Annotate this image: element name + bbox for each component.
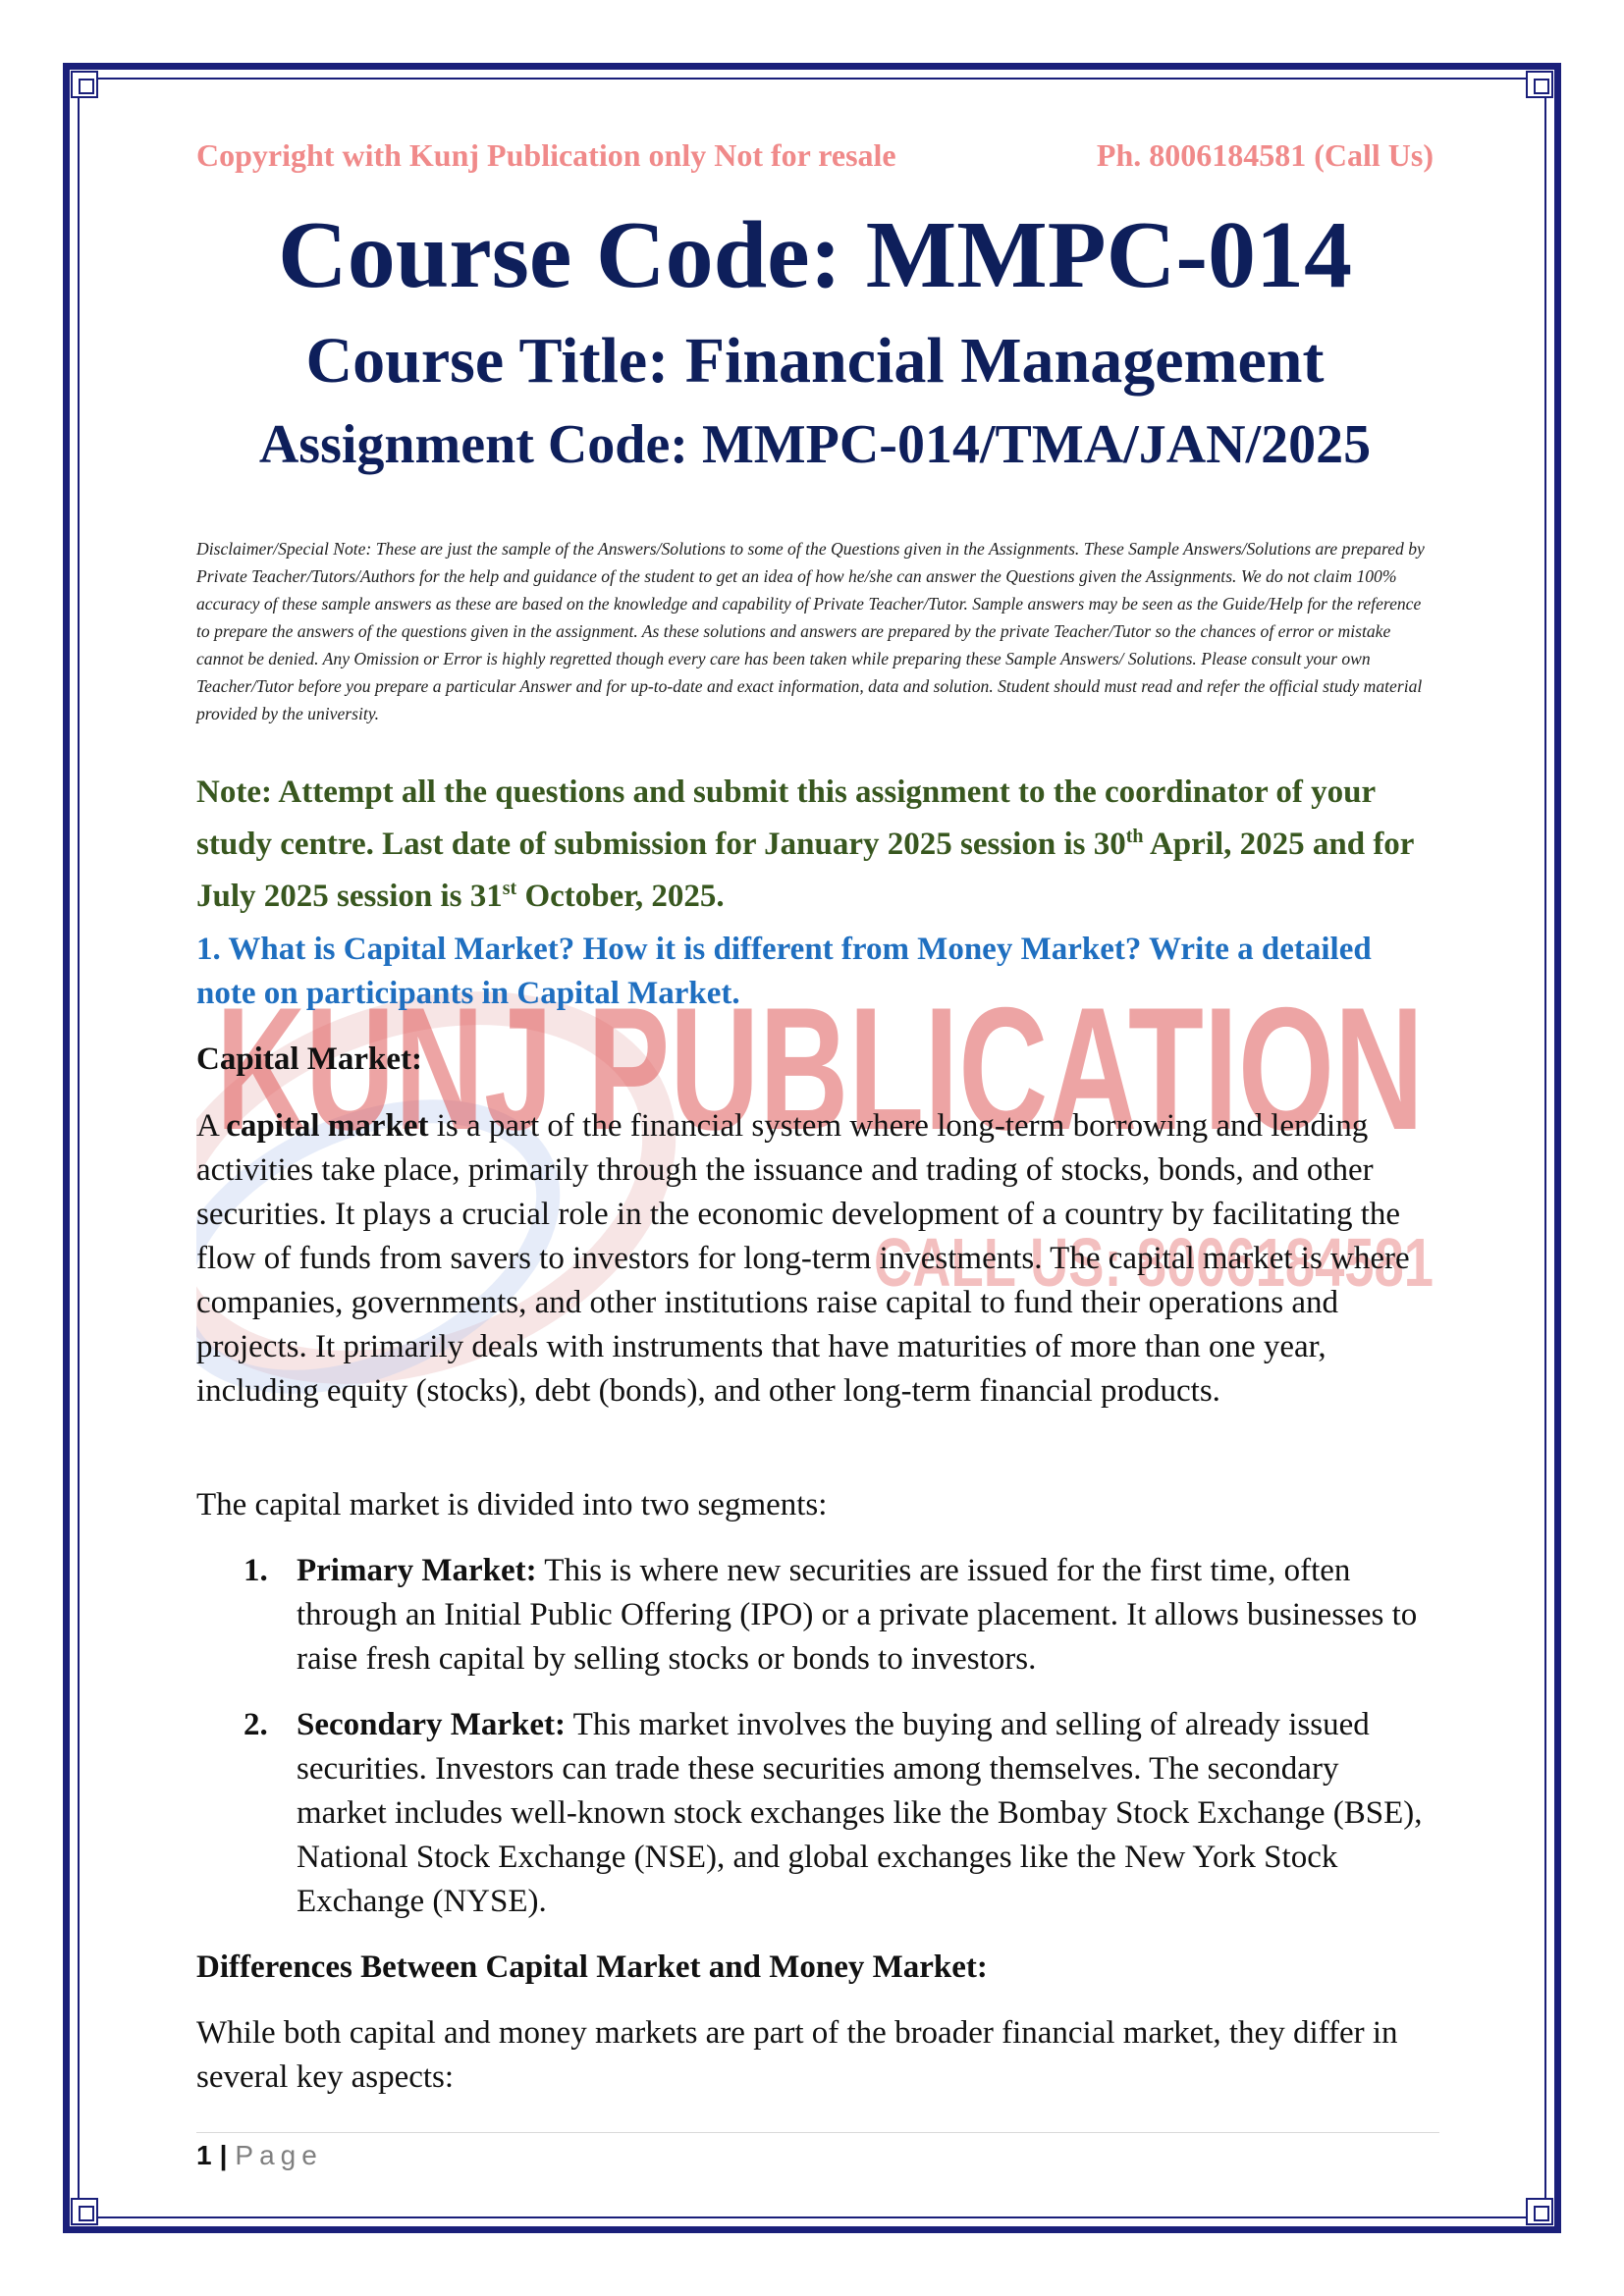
phone-text: Ph. 8006184581 (Call Us) [1096,137,1434,173]
page-word: Page [235,2140,323,2170]
note-part-3: October, 2025. [516,879,725,914]
segments-intro: The capital market is divided into two segments: [196,1487,828,1522]
differences-heading: Differences Between Capital Market and Money Market: [196,1949,988,1985]
list-item-number: 1. [244,1553,268,1588]
border-corner-top-left [71,71,98,98]
differences-text: While both capital and money markets are part of the broader financial market, they differ in several key aspects: [196,2015,1398,2095]
note-part-2: April, 2025 and for July 2025 session is 31 [196,827,1414,914]
border-corner-bottom-right [1526,2198,1553,2225]
disclaimer-text: Disclaimer/Special Note: These are just the sample of the Answers/Solutions to some of the Questions given in the Assignments. These Sample Answers/Solutions are prepared by Private Teacher/Tutors/Authors for the help and guidance of the student to get an idea of how he/she can answer the Questions given the Assignments. We do not claim 100% accuracy of these sample answers as these are based on the knowledge and capability of Private Teacher/Tutor. Sample answers may be seen as the Guide/Help for the reference to prepare the answers of the questions given in the assignment. As these solutions and answers are prepared by the private Teacher/Tutor so the chances of error or mistake cannot be denied. Any Omission or Error is highly regretted though every care has been taken while preparing these Sample Answers/ Solutions. Please consult your own Teacher/Tutor before you prepare a particular Answer and for up-to-date and exact information, data and solution. Student should must read and refer the official study material provided by the university. [196,539,1425,723]
footer-divider [196,2132,1439,2133]
list-item [244,1703,1434,1924]
border-corner-top-right [1526,71,1553,98]
page-number: 1 [196,2140,212,2170]
course-title: Course Title: Financial Management [305,325,1325,397]
list-item-text: This is where new securities are issued for the first time, often through an Initial Public Offering (IPO) or a private placement. It allows businesses to raise fresh capital by selling stocks or bonds to investors. [297,1553,1418,1677]
svg-text:CALL US: 8006184581: CALL US: 8006184581 [874,1224,1434,1301]
note-sup-2: st [502,878,517,899]
course-code-title: Course Code: MMPC-014 [277,202,1353,308]
assignment-code-title: Assignment Code: MMPC-014/TMA/JAN/2025 [258,414,1372,475]
capital-market-heading: Capital Market: [196,1041,423,1077]
copyright-text: Copyright with Kunj Publication only Not for resale [196,137,896,173]
capital-market-paragraph [196,1104,1434,1414]
submission-note [196,771,1434,919]
list-item [244,1549,1434,1682]
svg-text:KUNJ PUBLICATION: KUNJ PUBLICATION [216,971,1424,1166]
page-footer [196,2140,323,2171]
note-sup-1: th [1125,826,1144,847]
list-item-text: This market involves the buying and selling of already issued securities. Investors can trade these securities among themselves. The secondary market includes well-known stock exchanges like the Bombay Stock Exchange (BSE), National Stock Exchange (NSE), and global exchanges like the New York Stock Exchange (NYSE). [297,1707,1423,1919]
para-bold-term: capital market [226,1108,429,1144]
para-prefix: A [196,1108,227,1144]
list-item-number: 2. [244,1707,268,1742]
para-rest: is a part of the financial system where long-term borrowing and lending activities take place, primarily through the issuance and trading of stocks, bonds, and other securities. It plays a crucial role in the economic development of a country by facilitating the flow of funds from savers to investors for long-term investments. The capital market is where companies, governments, and other institutions raise capital to fund their operations and projects. It primarily deals with instruments that have maturities of more than one year, including equity (stocks), debt (bonds), and other long-term financial products. [196,1108,1410,1409]
question-1: 1. What is Capital Market? How it is different from Money Market? Write a detailed note on participants in Capital Market. [196,932,1372,1011]
note-part-1: Note: Attempt all the questions and submit this assignment to the coordinator of your study centre. Last date of submission for January 2025 session is 30 [196,774,1376,862]
list-item-title: Primary Market: [297,1553,537,1588]
border-corner-bottom-left [71,2198,98,2225]
copyright-header [196,137,1434,174]
page-separator: | [219,2140,228,2170]
list-item-title: Secondary Market: [297,1707,567,1742]
